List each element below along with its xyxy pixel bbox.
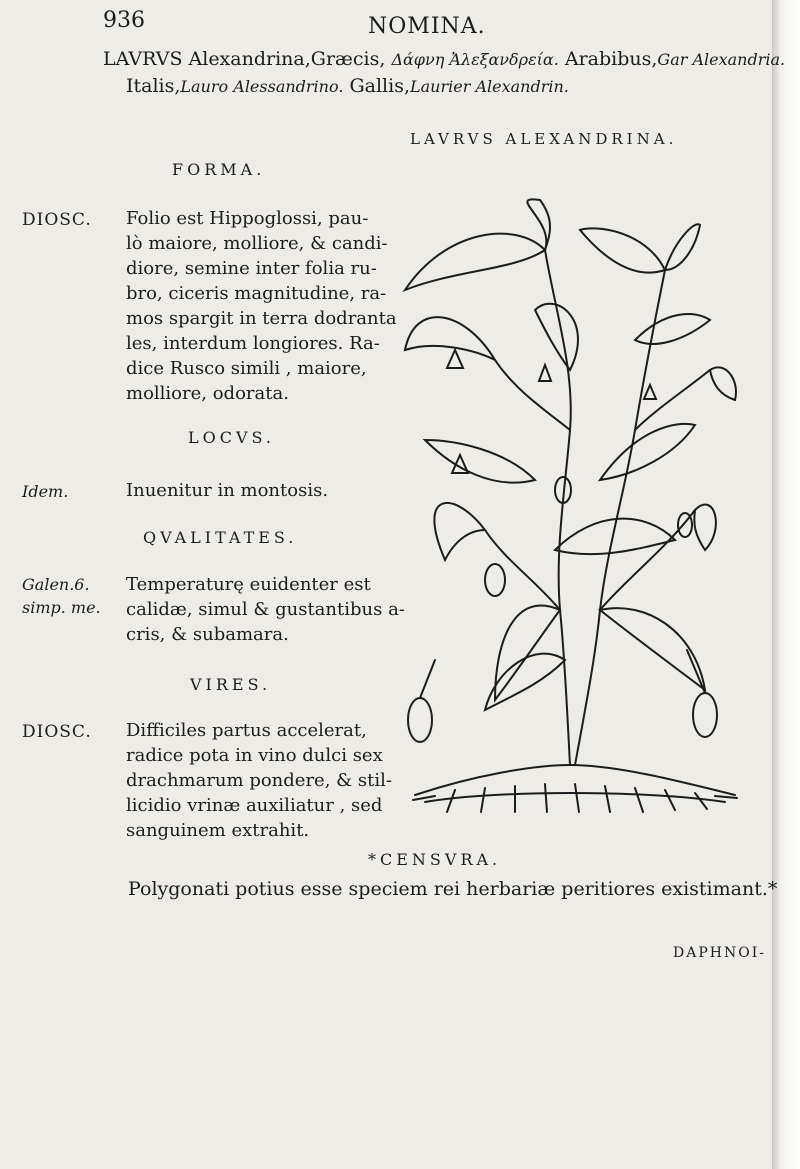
text-line: Temperaturę euidenter est: [126, 574, 371, 595]
text-line: les, interdum longiores. Ra-: [126, 333, 380, 354]
leaves: [405, 199, 736, 710]
names-italian-label: Italis,: [126, 75, 181, 97]
paragraph-locus: [126, 478, 328, 503]
plant-woodcut-illustration: [395, 190, 745, 840]
paragraph-qualitates: [126, 572, 405, 647]
figure-caption: LAVRVS ALEXANDRINA.: [410, 130, 678, 148]
text-line: sanguinem extrahit.: [126, 820, 310, 841]
text-line: bro, ciceris magnitudine, ra-: [126, 283, 387, 304]
roots: [413, 765, 737, 812]
names-italian: Lauro Alessandrino.: [180, 77, 344, 96]
names-line-1: [103, 48, 785, 70]
names-greek: Δάφνη Ἀλεξανδρεία.: [391, 50, 559, 69]
page-edge: [772, 0, 800, 1169]
heading-locus: LOCVS.: [188, 428, 276, 447]
names-arabic: Gar Alexandria.: [657, 50, 786, 69]
running-head: NOMINA.: [368, 14, 486, 39]
text-line: calidæ, simul & gustantibus a-: [126, 599, 405, 620]
names-arabic-label: Arabibus,: [558, 48, 658, 70]
names-line-2: [126, 75, 569, 97]
text-line: Difficiles partus accelerat,: [126, 720, 367, 741]
paragraph-forma: [126, 206, 397, 406]
text-line: dice Rusco simili , maiore,: [126, 358, 367, 379]
names-french: Laurier Alexandrin.: [410, 77, 569, 96]
text-line: Folio est Hippoglossi, pau-: [126, 208, 369, 229]
text-line: drachmarum pondere, & stil-: [126, 770, 392, 791]
censura-text: Polygonati potius esse speciem rei herbariæ peritiores existimant.*: [128, 878, 778, 900]
catchword: DAPHNOI-: [673, 945, 766, 961]
margin-note-forma: DIOSC.: [22, 210, 92, 230]
stems: [485, 250, 710, 765]
text-line: Inuenitur in montosis.: [126, 480, 329, 501]
margin-note-galen: Galen.6.: [22, 575, 90, 594]
margin-note-vires: DIOSC.: [22, 722, 92, 742]
margin-note-simp: simp. me.: [22, 598, 101, 617]
margin-note-locus: Idem.: [22, 482, 69, 501]
text-line: cris, & subamara.: [126, 624, 289, 645]
names-latin-greek-label: LAVRVS Alexandrina,Græcis,: [103, 48, 392, 70]
names-french-label: Gallis,: [343, 75, 410, 97]
text-line: radice pota in vino dulci sex: [126, 745, 383, 766]
heading-censura: *CENSVRA.: [368, 850, 502, 869]
text-line: lò maiore, molliore, & candi-: [126, 233, 388, 254]
page-number: 936: [103, 8, 145, 33]
text-line: diore, semine inter folia ru-: [126, 258, 377, 279]
text-line: mos spargit in terra dodranta: [126, 308, 397, 329]
heading-qualitates: QVALITATES.: [143, 528, 298, 547]
heading-vires: VIRES.: [190, 675, 272, 694]
text-line: licidio vrinæ auxiliatur , sed: [126, 795, 383, 816]
text-line: molliore, odorata.: [126, 383, 289, 404]
heading-forma: FORMA.: [172, 160, 266, 179]
paragraph-vires: [126, 718, 392, 843]
